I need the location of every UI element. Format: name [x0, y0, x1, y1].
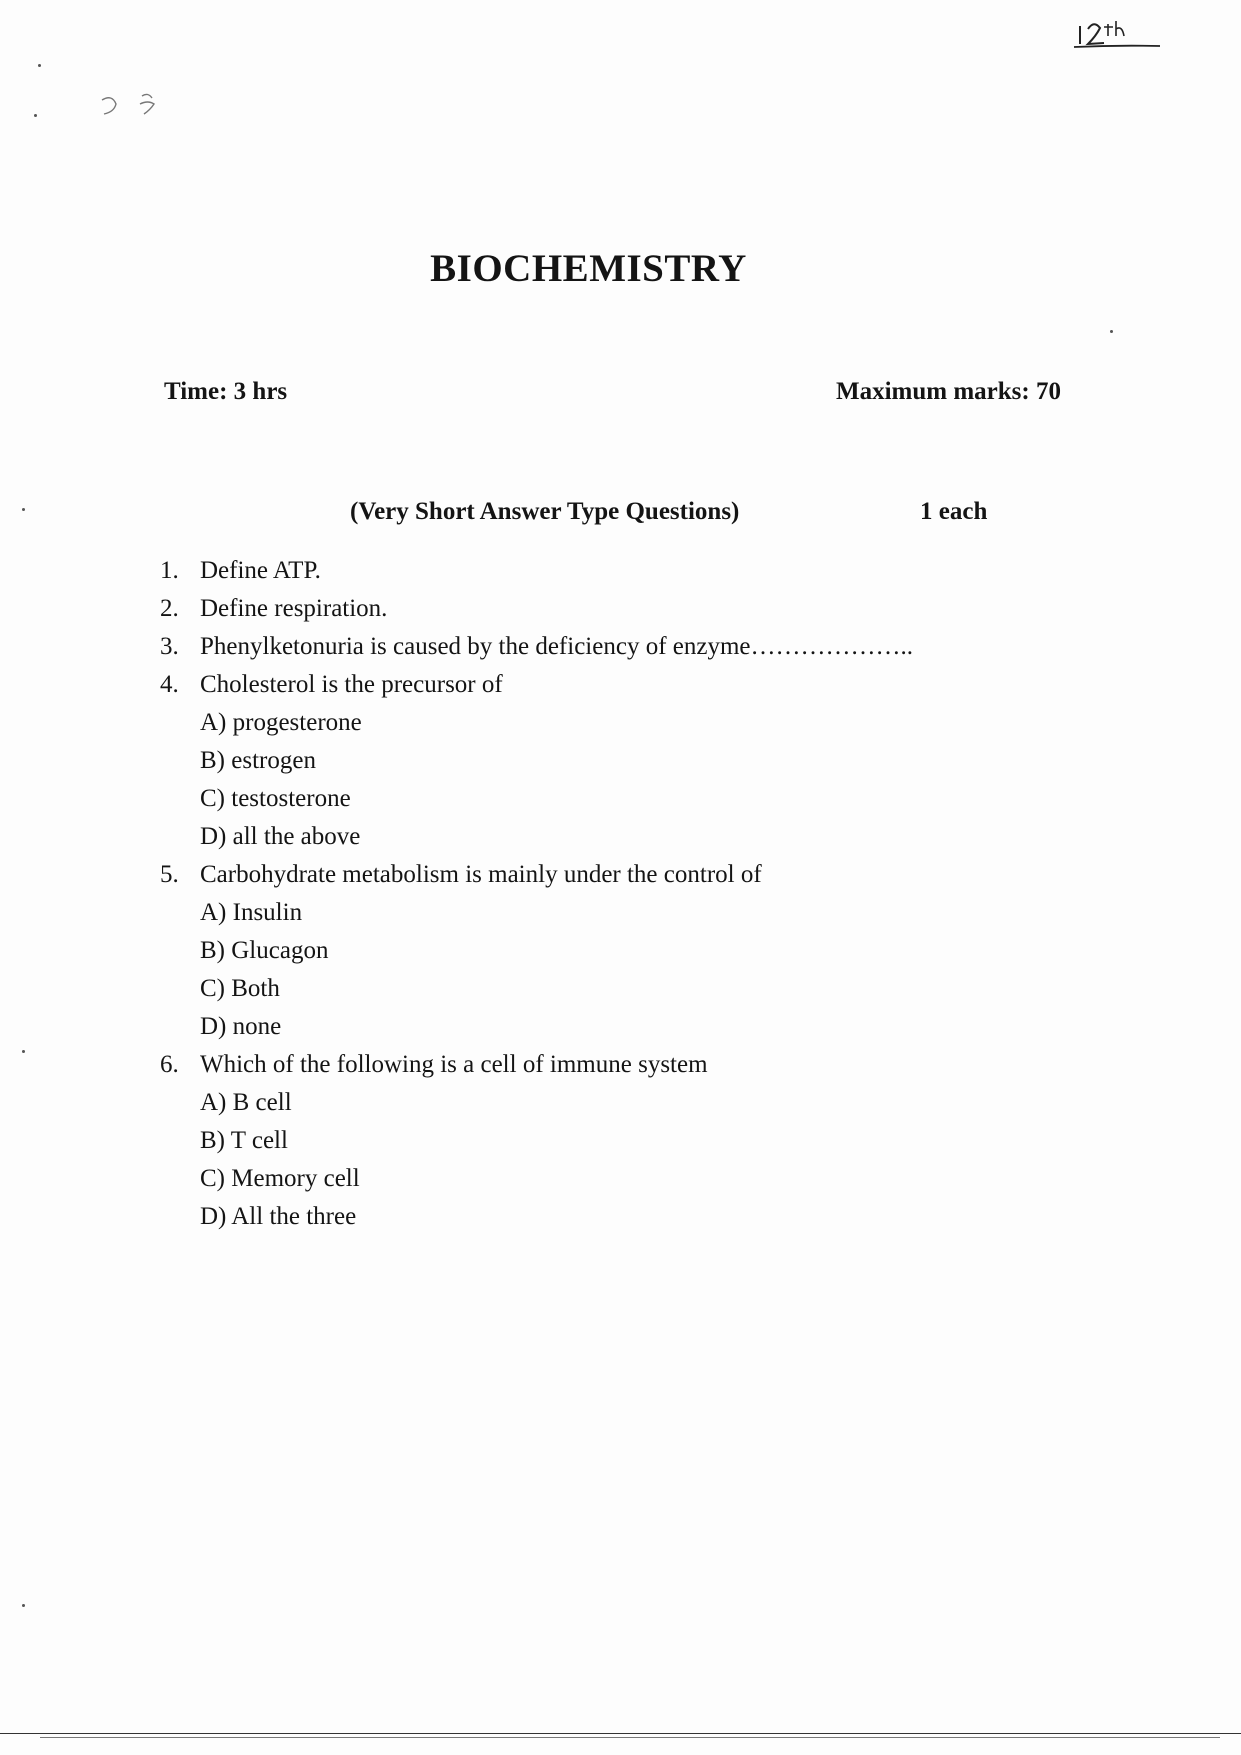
question-number: 5.: [160, 861, 179, 888]
question-text: Which of the following is a cell of immune system: [200, 1051, 708, 1078]
exam-time: Time: 3 hrs: [164, 378, 288, 405]
answer-option: A) progesterone: [200, 709, 362, 736]
question-item: [160, 666, 1060, 704]
question-item: [160, 552, 1060, 590]
answer-option: A) Insulin: [200, 899, 303, 926]
scan-speck: [1110, 330, 1113, 333]
answer-option: B) estrogen: [200, 747, 316, 774]
section-heading: (Very Short Answer Type Questions): [350, 498, 740, 525]
answer-option: C) Both: [200, 975, 280, 1002]
scan-speck: [22, 508, 25, 511]
question-list: [160, 552, 1060, 1236]
answer-option: D) none: [200, 1013, 282, 1040]
question-text: Carbohydrate metabolism is mainly under the control of: [200, 861, 762, 888]
question-number: 1.: [160, 557, 179, 584]
answer-option: C) testosterone: [200, 785, 351, 812]
scan-speck: [22, 1050, 25, 1053]
question-item: [160, 1046, 1060, 1084]
question-item: [160, 590, 1060, 628]
question-text: Define respiration.: [200, 595, 388, 622]
question-text: Cholesterol is the precursor of: [200, 671, 503, 698]
bottom-divider: [40, 1737, 1220, 1738]
question-number: 3.: [160, 633, 179, 660]
scan-speck: [38, 64, 41, 67]
question-number: 4.: [160, 671, 179, 698]
question-text: Phenylketonuria is caused by the deficiency of enzyme………………..: [200, 633, 914, 660]
answer-option: B) Glucagon: [200, 937, 329, 964]
section-marks: 1 each: [920, 498, 988, 525]
exam-max-marks: Maximum marks: 70: [836, 378, 1061, 405]
answer-option: D) all the above: [200, 823, 361, 850]
handwritten-grade-mark: [1072, 16, 1162, 50]
question-item: [160, 628, 1060, 666]
question-number: 6.: [160, 1051, 179, 1078]
question-item: [160, 856, 1060, 894]
bottom-divider: [0, 1733, 1241, 1734]
answer-option: B) T cell: [200, 1127, 288, 1154]
scribble-mark: [96, 90, 176, 126]
question-number: 2.: [160, 595, 179, 622]
question-text: Define ATP.: [200, 557, 321, 584]
answer-option: D) All the three: [200, 1203, 357, 1230]
exam-title: BIOCHEMISTRY: [430, 247, 747, 290]
scan-speck: [22, 1604, 25, 1607]
scan-speck: [34, 114, 37, 117]
answer-option: C) Memory cell: [200, 1165, 360, 1192]
answer-option: A) B cell: [200, 1089, 292, 1116]
